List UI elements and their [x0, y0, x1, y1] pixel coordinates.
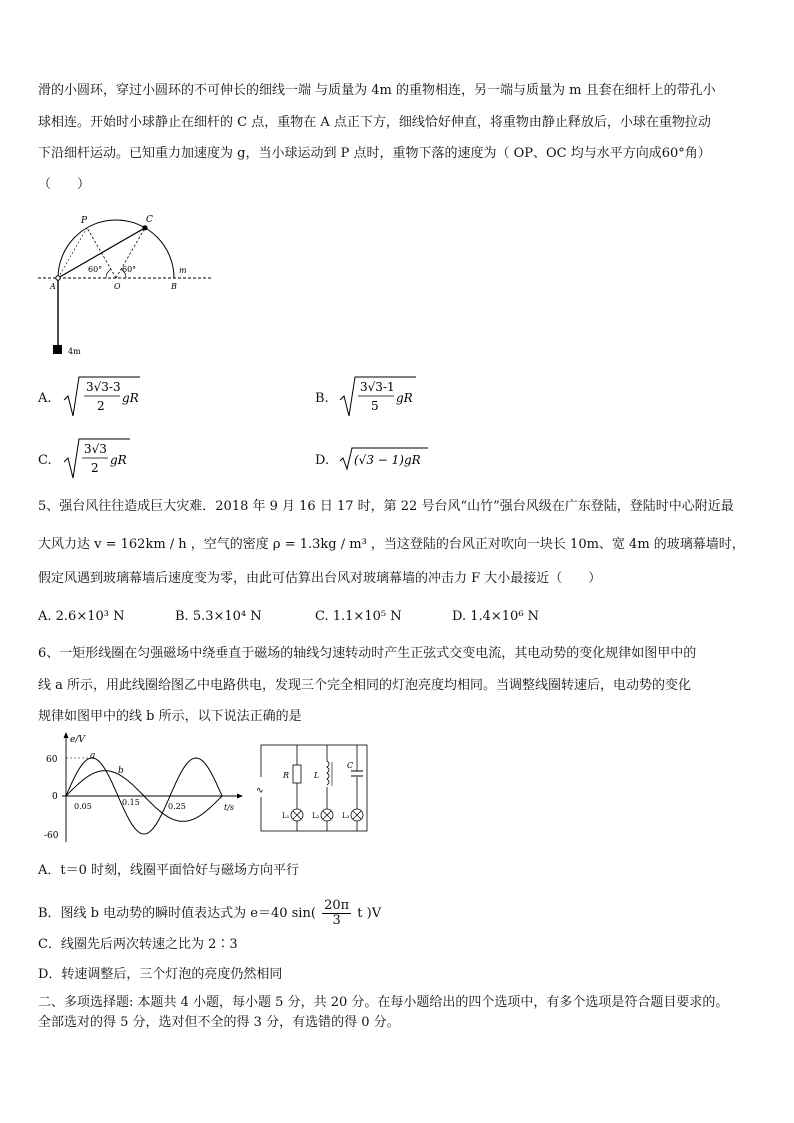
- q5-option-d[interactable]: D. 1.4×10⁶ N: [452, 609, 540, 624]
- label-angle-left: 60°: [88, 265, 103, 274]
- q4-option-d[interactable]: [338, 445, 438, 473]
- label-c-cap: C: [347, 761, 354, 770]
- label-l3: L₃: [342, 812, 350, 820]
- lamp-l3: [351, 809, 363, 821]
- x-tick-015: 0.15: [122, 798, 140, 807]
- q4-option-a-label: A.: [38, 391, 52, 406]
- label-l1: L₁: [282, 812, 290, 820]
- svg-text:(√3 − 1)gR: (√3 − 1)gR: [354, 453, 421, 467]
- ac-source-icon: ∿: [256, 786, 264, 796]
- q4-option-a[interactable]: [62, 374, 142, 420]
- q4-line-2: 球相连。开始时小球静止在细杆的 C 点，重物在 A 点正下方，细线恰好伸直，将重物由静止释放后，小球在重物拉动: [38, 115, 711, 130]
- label-p: P: [81, 216, 88, 226]
- svg-text:2: 2: [97, 399, 105, 413]
- q5-option-a[interactable]: A. 2.6×10³ N: [38, 609, 125, 624]
- q5-option-c[interactable]: C. 1.1×10⁵ N: [315, 609, 402, 624]
- label-c: C: [146, 215, 153, 225]
- q5-line-1: 5、强台风往往造成巨大灾难．2018 年 9 月 16 日 17 时，第 22 号台风“山竹”强台风级在广东登陆，登陆时中心附近最: [38, 499, 734, 514]
- q6-option-d[interactable]: D．转速调整后，三个灯泡的亮度仍然相同: [38, 967, 283, 982]
- section2-line-1: 二、多项选择题: 本题共 4 小题，每小题 5 分，共 20 分。在每小题给出的四个选项中，有多个选项是符合题目要求的。: [38, 995, 729, 1010]
- y-tick-60: 60: [46, 755, 58, 765]
- weight-block: [53, 345, 62, 354]
- ring-a: [56, 276, 60, 280]
- q6-option-b-fraction: $\frac{20\pi}{3}$: [324, 898, 350, 928]
- x-tick-025: 0.25: [168, 802, 186, 811]
- q6-option-b[interactable]: [38, 899, 381, 928]
- svg-text:3√3-1: 3√3-1: [360, 380, 395, 394]
- label-b: B: [171, 282, 177, 291]
- q6-option-b-pre: B．图线 b 电动势的瞬时值表达式为 e＝40 sin(: [38, 906, 316, 921]
- semicircle-track: [58, 220, 174, 278]
- svg-text:3√3-3: 3√3-3: [86, 380, 121, 394]
- ball-c: [142, 225, 147, 230]
- q4-option-d-label: D.: [315, 453, 330, 468]
- line-pa: [58, 228, 87, 278]
- q6-line-1: 6、一矩形线圈在匀强磁场中绕垂直于磁场的轴线匀速转动时产生正弦式交变电流，其电动势的变化规律如图甲中的: [38, 646, 697, 661]
- q6-line-2: 线 a 所示，用此线圈给图乙中电路供电，发现三个完全相同的灯泡亮度均相同。当调整线圈转速后，电动势的变化: [38, 678, 692, 693]
- q4-figure: [36, 205, 226, 365]
- section2-line-2: 全部选对的得 5 分，选对但不全的得 3 分，有选错的得 0 分。: [38, 1015, 400, 1030]
- q4-line-4: （ ）: [38, 177, 91, 192]
- x-tick-005: 0.05: [74, 802, 92, 811]
- svg-text:3√3: 3√3: [84, 442, 107, 456]
- curve-b-label: b: [118, 766, 124, 776]
- q5-line-2: 大风力达 v = 162km / h ，空气的密度 ρ = 1.3kg / m³ ，当这登陆的台风正对吹向一块长 10m、宽 4m 的玻璃幕墙时，: [38, 537, 745, 552]
- q5-line-3: 假定风遇到玻璃幕墙后速度变为零，由此可估算出台风对玻璃幕墙的冲击力 F 大小最接近（ ）: [38, 571, 602, 586]
- q6-option-c[interactable]: C．线圈先后两次转速之比为 2∶3: [38, 937, 238, 952]
- q6-emf-graph: [40, 730, 245, 848]
- label-o: O: [114, 282, 121, 291]
- svg-text:2: 2: [91, 461, 99, 475]
- y-tick-0: 0: [52, 792, 58, 802]
- x-axis-label: t/s: [224, 803, 235, 812]
- label-angle-right: 60°: [122, 265, 137, 274]
- label-weight: 4m: [68, 347, 81, 356]
- q6-circuit: [253, 737, 373, 835]
- label-l: L: [314, 771, 320, 780]
- q6-option-b-post: t )V: [357, 906, 382, 921]
- label-r: R: [283, 771, 290, 780]
- q5-option-b[interactable]: B. 5.3×10⁴ N: [175, 609, 262, 624]
- q6-line-3: 规律如图甲中的线 b 所示，以下说法正确的是: [38, 709, 302, 724]
- lamp-l1: [291, 809, 303, 821]
- label-l2: L₂: [312, 812, 320, 820]
- label-m: m: [179, 266, 187, 275]
- lamp-l2: [321, 809, 333, 821]
- y-tick-neg60: -60: [44, 831, 59, 841]
- svg-text:gR: gR: [110, 453, 127, 467]
- svg-text:gR: gR: [396, 391, 413, 405]
- label-a: A: [50, 282, 56, 291]
- y-axis-label: e/V: [70, 735, 85, 745]
- svg-text:gR: gR: [122, 391, 139, 405]
- resistor-r: [293, 765, 301, 783]
- q4-option-b[interactable]: [338, 374, 418, 420]
- q4-option-b-label: B.: [315, 391, 329, 406]
- q4-option-c-label: C.: [38, 453, 52, 468]
- q4-option-c[interactable]: [62, 436, 132, 482]
- q4-line-3: 下沿细杆运动。已知重力加速度为 g，当小球运动到 P 点时，重物下落的速度为（ OP、OC 均与水平方向成60°角）: [38, 146, 711, 161]
- q6-option-a[interactable]: A．t＝0 时刻，线圈平面恰好与磁场方向平行: [38, 863, 300, 878]
- curve-a-label: a: [90, 751, 96, 761]
- q4-line-1: 滑的小圆环，穿过小圆环的不可伸长的细线一端 与质量为 4m 的重物相连，另一端与质量为 m 且套在细杆上的带孔小: [38, 83, 716, 98]
- svg-text:5: 5: [371, 399, 379, 413]
